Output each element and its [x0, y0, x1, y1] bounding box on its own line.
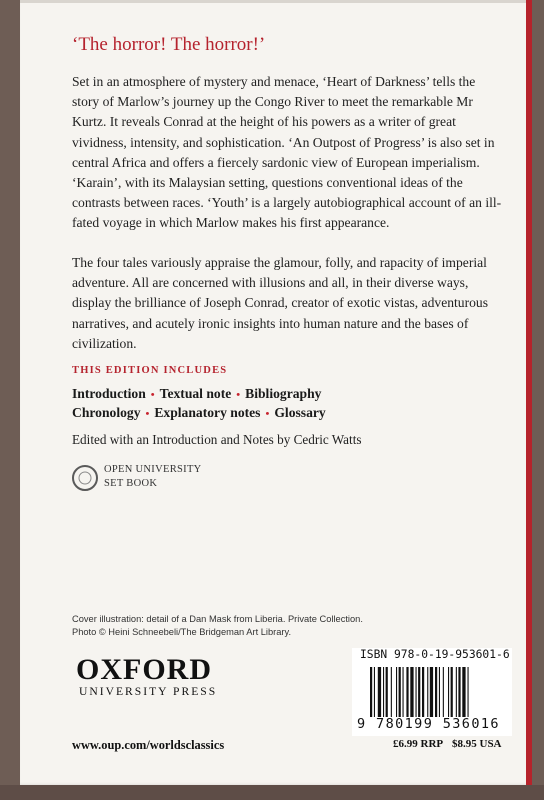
publisher-logo: OXFORD: [76, 653, 212, 686]
credit-line-2: Photo © Heini Schneebeli/The Bridgeman Art Library.: [72, 626, 292, 637]
include-item: Textual note: [159, 386, 232, 401]
bullet-icon: •: [265, 408, 270, 420]
ou-set-book-label: [104, 463, 202, 491]
bullet-icon: •: [145, 408, 150, 420]
barcode-number: 9 780199 536016: [357, 716, 500, 732]
price-us: $8.95 USA: [452, 738, 502, 750]
price-uk: £6.99 RRP: [393, 738, 444, 750]
spine-edge-strip: [526, 0, 532, 785]
publisher-url: www.oup.com/worldsclassics: [72, 738, 225, 752]
cover-illustration-credit: [72, 613, 363, 638]
open-university-circle-icon: [70, 463, 100, 493]
edition-heading: THIS EDITION INCLUDES: [72, 365, 228, 376]
description-paragraph-2: The four tales variously appraise the glamour, folly, and rapacity of imperial adventure. All are concerned with illusions and all, in their diverse ways, display the brilliance of Joseph Conrad, creator of exotic vistas, adventurous narratives, and acutely ironic insights into human nature and the bases of civilization.: [72, 255, 489, 351]
includes-row-2: [72, 405, 326, 421]
bottom-edge: [0, 785, 544, 800]
ou-line-1: OPEN UNIVERSITY: [104, 464, 202, 475]
description-paragraph-1: Set in an atmosphere of mystery and menace, ‘Heart of Darkness’ tells the story of Marlow’s journey up the Congo River to meet the remarkable Mr Kurtz. It reveals Conrad at the height of his powers as a writer of great vividness, intensity, and sophistication. ‘An Outpost of Progress’ is also set in central Africa and offers a fiercely sardonic view of European imperialism. ‘Karain’, with its Malaysian setting, questions conventional ideas of the contrasts between races. ‘Youth’ is a largely autobiographical account of an ill-fated voyage in which Marlow makes his first appearance.: [72, 74, 502, 231]
top-edge: [20, 0, 532, 3]
tagline: ‘The horror! The horror!’: [72, 34, 266, 55]
include-item: Introduction: [72, 386, 146, 401]
includes-row-1: [72, 386, 321, 402]
credit-line-1: Cover illustration: detail of a Dan Mask from Liberia. Private Collection.: [72, 614, 363, 624]
barcode-icon: [370, 667, 500, 717]
cover-page: [20, 0, 532, 785]
bullet-icon: •: [150, 389, 155, 401]
include-item: Explanatory notes: [154, 405, 261, 420]
editor-credit: Edited with an Introduction and Notes by Cedric Watts: [72, 432, 362, 447]
include-item: Chronology: [72, 405, 141, 420]
bullet-icon: •: [236, 389, 241, 401]
include-item: Glossary: [274, 405, 326, 420]
ou-line-2: SET BOOK: [104, 478, 158, 489]
publisher-subname: UNIVERSITY PRESS: [79, 685, 218, 698]
isbn-label: ISBN 978-0-19-953601-6: [360, 648, 510, 661]
include-item: Bibliography: [245, 386, 322, 401]
